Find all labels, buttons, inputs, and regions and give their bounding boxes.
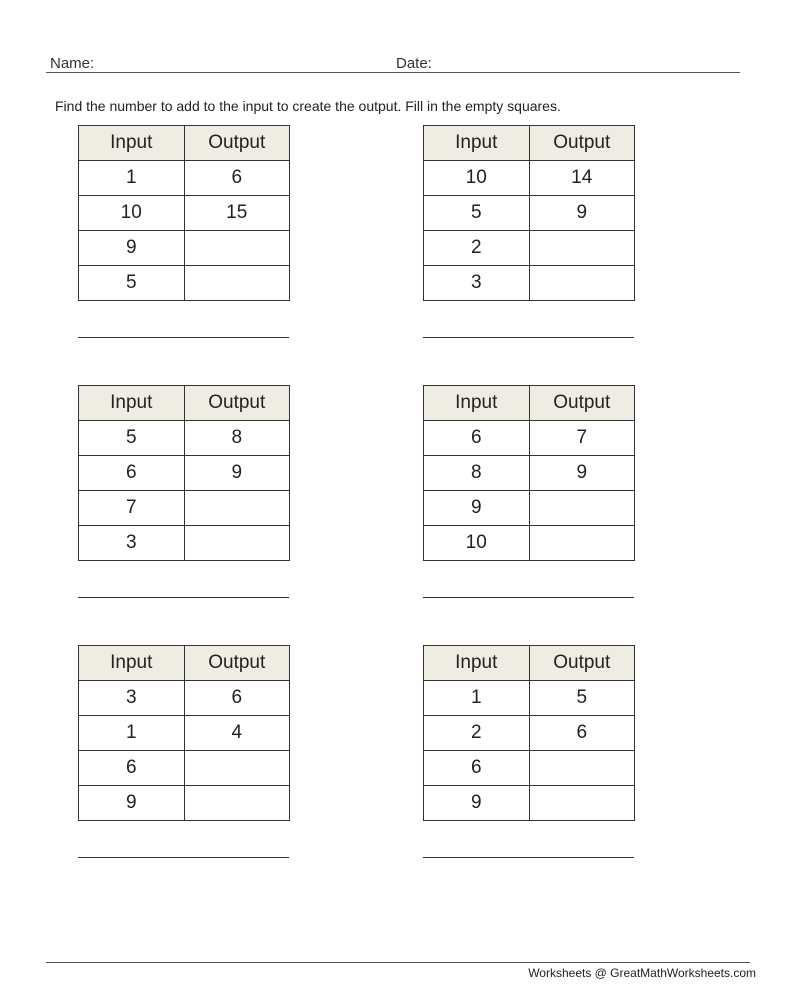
- output-answer-cell[interactable]: [529, 751, 635, 786]
- input-cell: 1: [79, 716, 185, 751]
- input-cell: 6: [79, 751, 185, 786]
- io-table: [78, 385, 290, 561]
- input-header: Input: [79, 126, 185, 161]
- io-table: [423, 385, 635, 561]
- table-row: [79, 266, 290, 301]
- table-row: [424, 456, 635, 491]
- input-header: Input: [424, 126, 530, 161]
- output-cell: 14: [529, 161, 635, 196]
- table-row: [424, 491, 635, 526]
- io-header-row: [424, 646, 635, 681]
- table-row: [79, 786, 290, 821]
- input-cell: 8: [424, 456, 530, 491]
- input-cell: 9: [424, 786, 530, 821]
- io-header-row: [424, 126, 635, 161]
- output-cell: 8: [184, 421, 290, 456]
- output-header: Output: [529, 126, 635, 161]
- output-answer-cell[interactable]: [529, 786, 635, 821]
- output-header: Output: [184, 126, 290, 161]
- table-row: [424, 786, 635, 821]
- io-table: [423, 645, 635, 821]
- output-answer-cell[interactable]: [184, 491, 290, 526]
- answer-line[interactable]: [423, 337, 634, 338]
- output-cell: 9: [529, 196, 635, 231]
- output-cell: 6: [529, 716, 635, 751]
- problem-1: [78, 125, 290, 301]
- input-cell: 6: [424, 751, 530, 786]
- output-cell: 6: [184, 161, 290, 196]
- input-cell: 9: [79, 786, 185, 821]
- output-answer-cell[interactable]: [529, 231, 635, 266]
- table-row: [79, 681, 290, 716]
- output-answer-cell[interactable]: [184, 231, 290, 266]
- input-cell: 2: [424, 716, 530, 751]
- table-row: [424, 231, 635, 266]
- answer-line[interactable]: [78, 857, 289, 858]
- header-rule: [46, 72, 740, 73]
- answer-line[interactable]: [423, 857, 634, 858]
- table-row: [424, 421, 635, 456]
- table-row: [79, 161, 290, 196]
- output-cell: 6: [184, 681, 290, 716]
- table-row: [79, 231, 290, 266]
- table-row: [79, 751, 290, 786]
- output-cell: 15: [184, 196, 290, 231]
- input-cell: 9: [79, 231, 185, 266]
- output-answer-cell[interactable]: [184, 526, 290, 561]
- output-cell: 5: [529, 681, 635, 716]
- output-answer-cell[interactable]: [184, 786, 290, 821]
- answer-line[interactable]: [423, 597, 634, 598]
- output-answer-cell[interactable]: [529, 266, 635, 301]
- table-row: [79, 421, 290, 456]
- problem-2: [423, 125, 635, 301]
- output-cell: 9: [529, 456, 635, 491]
- input-cell: 3: [79, 526, 185, 561]
- io-table: [78, 645, 290, 821]
- input-cell: 9: [424, 491, 530, 526]
- answer-line[interactable]: [78, 597, 289, 598]
- problem-5: [78, 645, 290, 821]
- io-header-row: [79, 646, 290, 681]
- output-answer-cell[interactable]: [184, 751, 290, 786]
- output-cell: 9: [184, 456, 290, 491]
- output-cell: 4: [184, 716, 290, 751]
- date-label: Date:: [396, 55, 432, 72]
- input-header: Input: [79, 646, 185, 681]
- answer-line[interactable]: [78, 337, 289, 338]
- input-cell: 1: [424, 681, 530, 716]
- table-row: [79, 196, 290, 231]
- input-cell: 3: [79, 681, 185, 716]
- problem-4: [423, 385, 635, 561]
- name-label: Name:: [50, 55, 95, 72]
- instructions: Find the number to add to the input to create the output. Fill in the empty squares.: [55, 98, 561, 114]
- input-cell: 1: [79, 161, 185, 196]
- input-cell: 5: [424, 196, 530, 231]
- input-cell: 10: [79, 196, 185, 231]
- footer-rule: [46, 962, 750, 963]
- output-header: Output: [529, 646, 635, 681]
- input-cell: 7: [79, 491, 185, 526]
- output-header: Output: [184, 646, 290, 681]
- problem-6: [423, 645, 635, 821]
- output-answer-cell[interactable]: [184, 266, 290, 301]
- io-table: [423, 125, 635, 301]
- input-cell: 2: [424, 231, 530, 266]
- table-row: [424, 681, 635, 716]
- table-row: [424, 751, 635, 786]
- input-header: Input: [79, 386, 185, 421]
- problem-3: [78, 385, 290, 561]
- input-header: Input: [424, 646, 530, 681]
- table-row: [79, 491, 290, 526]
- table-row: [424, 161, 635, 196]
- output-cell: 7: [529, 421, 635, 456]
- table-row: [424, 266, 635, 301]
- output-header: Output: [529, 386, 635, 421]
- output-header: Output: [184, 386, 290, 421]
- input-cell: 3: [424, 266, 530, 301]
- input-cell: 10: [424, 526, 530, 561]
- io-header-row: [79, 126, 290, 161]
- io-header-row: [79, 386, 290, 421]
- table-row: [424, 196, 635, 231]
- input-cell: 5: [79, 266, 185, 301]
- input-cell: 6: [424, 421, 530, 456]
- input-cell: 6: [79, 456, 185, 491]
- footer-credit: Worksheets @ GreatMathWorksheets.com: [528, 966, 756, 980]
- input-header: Input: [424, 386, 530, 421]
- input-cell: 5: [79, 421, 185, 456]
- output-answer-cell[interactable]: [529, 526, 635, 561]
- table-row: [79, 526, 290, 561]
- table-row: [79, 716, 290, 751]
- table-row: [424, 716, 635, 751]
- output-answer-cell[interactable]: [529, 491, 635, 526]
- table-row: [79, 456, 290, 491]
- table-row: [424, 526, 635, 561]
- io-header-row: [424, 386, 635, 421]
- io-table: [78, 125, 290, 301]
- input-cell: 10: [424, 161, 530, 196]
